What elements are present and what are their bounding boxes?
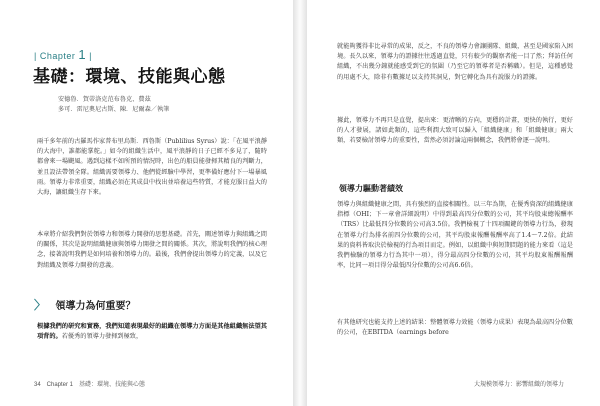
author-line-2: 多可．雷尼奧尼古斯、陳．尼爾森／執筆 <box>58 106 170 113</box>
right-paragraph-1: 就能夠獲得非比尋常的成果，反之，不良的領導力會讓團隊、組織，甚至是國家陷入困境。長久以來，領導力的證據往往透過直覺，只有較少的觀察者能一目了然；拜訪任何組織，不出幾分鐘就能感受到它的氛圍（乃至它的領導者是否稱職）。但是，這種感覺的用處不大，除非有數據足以支持其洞見，對它轉化為具有說服力的證據。 <box>337 43 573 81</box>
chapter-prefix: | Chapter <box>34 51 76 61</box>
right-paragraph-2: 據此，領導力不再只是直覺，提出來：更清晰的方向，更穩的計畫，更快的執行，更好的人才發展，諸如此類的，這些利潤大致可以歸入「組織健康」和「組織健康」兩大類，若要檢討領導力的重要性，當然必須討論這兩個概念，我們將會逐一說明。 <box>337 117 573 145</box>
author-credits <box>58 95 169 115</box>
author-line-1: 安德魯．賀蒂洛克范布魯克、費茲 <box>58 96 151 103</box>
right-footer: 大規模領導力：影響組織的領導力 <box>473 382 564 388</box>
section-heading <box>34 296 136 313</box>
chevron-right-icon: 〉 <box>34 298 47 312</box>
section-title: 領導力為何重要？ <box>55 301 136 312</box>
body-paragraph-3 <box>37 322 267 342</box>
right-paragraph-3: 領導力與組織健康之間，具有強烈的直接相關性。以三年為期，在優秀資深的組織健康指標（OHI；下一章會詳細說明）中得到最高四分位數的公司，其平均股東總報酬率（TRS）比最低四分位數的公司高3.5倍。我們檢視了十四項關鍵的領導力行為，發現在領導力行為排名前四分位數的公司，其平均股東報酬報酬率高了1.4～7.2倍。此結果的資料皆取決於檢視的行為項目而定。例如，以組織中與短期問題的能力來看（這是我們檢驗的領導力行為其中一項），得分最高四分位數的公司，其平均股東報酬報酬率，比同一項目得分最低四分位數的公司高6.6倍。 <box>337 201 573 270</box>
left-page <box>0 0 293 406</box>
chapter-number: 1 <box>78 47 87 62</box>
chapter-title: 基礎：環境、技能與心態 <box>33 67 226 87</box>
right-paragraph-4: 有其他研究也能支持上述的結果：整體領導力效能（領導力成果）表現為最高四分位數的公司，在EBITDA（earnings before <box>337 319 573 337</box>
book-gutter <box>293 0 307 406</box>
highlight-text: 根據我們的研究和實務，我們知道表現最好的組織在領導力方面是其他組織無法望其項背的。 <box>37 323 267 341</box>
chapter-label <box>34 47 92 62</box>
paragraph-continuation: 若優秀的領導力發揮到極致， <box>61 333 143 341</box>
right-section-title: 領導力驅動著績效 <box>339 184 403 193</box>
left-footer: 34 Chapter 1 基礎：環境、技能與心態 <box>34 382 146 388</box>
chapter-bar: | <box>89 51 92 61</box>
body-paragraph-2: 本章將介紹我們對於領導力和領導力開發的思想基礎。首先，闡述領導力與組織之間的關係，其次是說明組織健康與領導力開發之間的關係。其次，將說明我們的核心理念，接著說明我們是如何培養和領導力的。最後，我們會提出領導力的定義，以及它對組織及領導力開發的意義。 <box>37 231 267 269</box>
right-page <box>307 0 600 406</box>
body-paragraph-1: 兩千多年前的古羅馬作家普布里烏斯．西魯斯（Publilius Syrus）說：「在風平浪靜的大海中，誰都能掌舵。」如今的組織生活中，風平浪靜的日子已經不多見了，隨時都會來一場颶風。遇到這樣不如所預的情況時，出色的船員能發揮其精良的判斷力，並且設法帶領全隊。組織需要領導力、他們從經驗中學習，更準備好應付下一場暴風雨。領導力非常重要，組織必須在其成員中找出並培養這些特質，才能克服日益大的大海，讓組織生存下來。 <box>37 138 267 197</box>
